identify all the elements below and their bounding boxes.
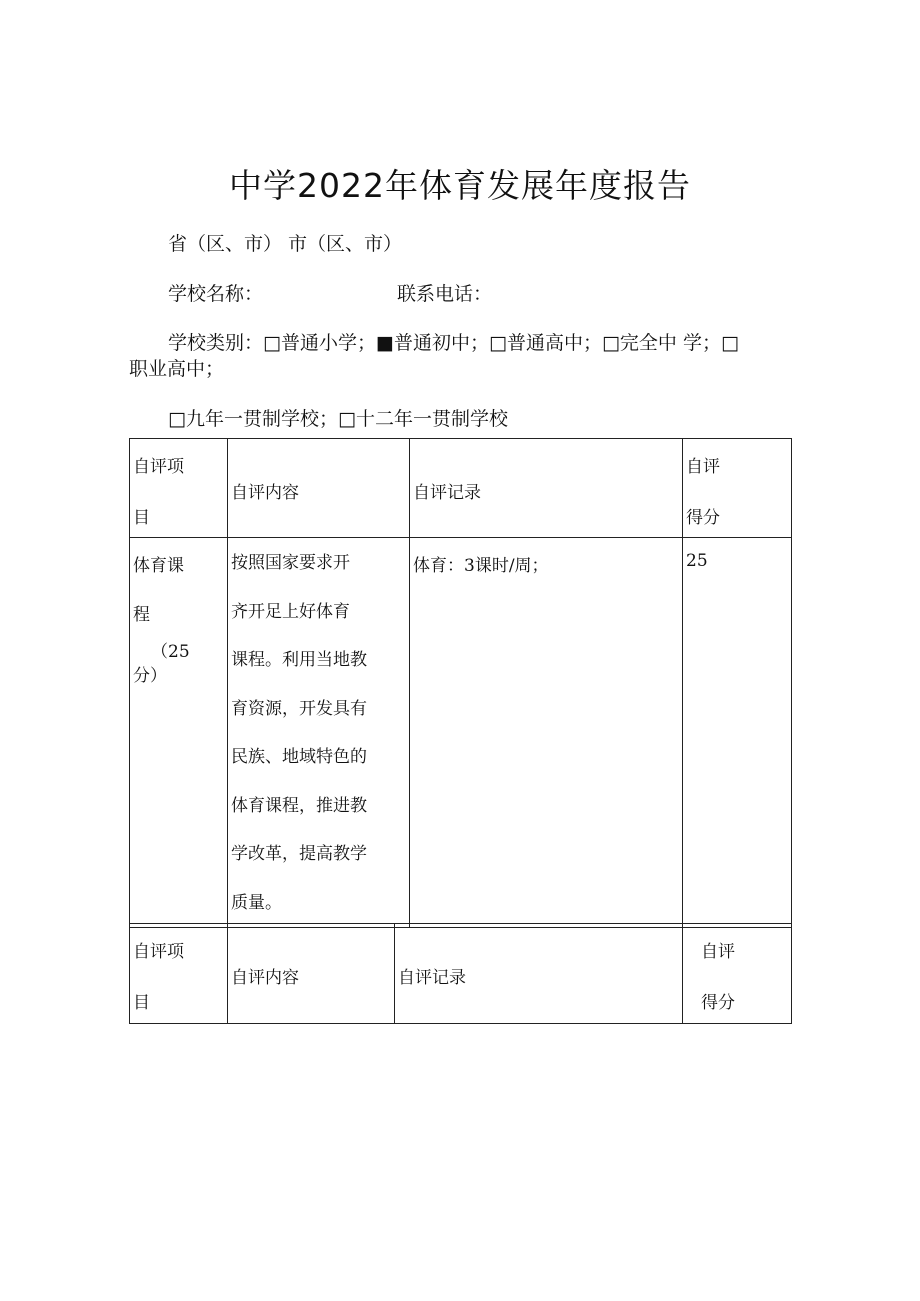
header-content-cell: 自评内容 [228,924,395,1024]
school-type-option-vocational: 职业高中； [129,358,225,380]
header-record-cell: 自评记录 [395,924,683,1024]
phone-label: 联系电话： [397,283,493,305]
table-header-row [130,924,792,1024]
school-type-option-junior[interactable]: ■普通初中； [376,332,489,354]
table-row [130,538,792,928]
header-item-cell: 自评项 目 [130,924,228,1024]
header-content-cell: 自评内容 [228,439,410,538]
report-title: 中学2022年体育发展年度报告 [229,166,691,205]
record-cell: 体育：3课时/周； [410,538,683,928]
school-type-line-1 [168,328,739,355]
school-type-option-complete[interactable]: □完全中 学； [601,332,721,354]
checkbox-icon[interactable]: □ [601,332,620,354]
school-type-option-twelve-year[interactable]: □十二年一贯制学校 [337,408,508,430]
header-score-cell: 自评 得分 [683,439,792,538]
school-type-label: 学校类别： [168,332,264,354]
content-text: 按照国家要求开 齐开足上好体育 课程。利用当地教 育资源，开发具有 民族、地域特色的 体育课程，推进教 学改革，提高教学 质量。 [231,553,367,913]
self-evaluation-table [129,438,792,928]
checkbox-icon[interactable]: □ [488,332,507,354]
region-line: 省（区、市） 市（区、市） [168,233,403,255]
header-item-cell: 自评项 目 [130,439,228,538]
school-name-label: 学校名称： [168,283,264,305]
table-header-row [130,439,792,538]
checkbox-icon[interactable]: □ [168,408,186,430]
checkbox-icon[interactable]: □ [263,332,281,354]
checkbox-icon[interactable]: ■ [376,332,394,354]
score-cell: 25 [683,538,792,928]
school-type-line-3 [168,404,508,431]
content-cell [228,538,410,928]
checkbox-icon[interactable]: □ [337,408,356,430]
item-cell: 体育课 程 （25 分） [130,538,228,928]
school-type-option-senior[interactable]: □普通高中； [488,332,602,354]
school-type-option-primary[interactable]: □普通小学； [263,332,376,354]
header-score-cell: 自评 得分 [683,924,792,1024]
header-record-cell: 自评记录 [410,439,683,538]
school-type-option-nine-year[interactable]: □九年一贯制学校； [168,408,338,430]
self-evaluation-table-continued [129,923,792,1024]
checkbox-icon[interactable]: □ [720,332,739,354]
